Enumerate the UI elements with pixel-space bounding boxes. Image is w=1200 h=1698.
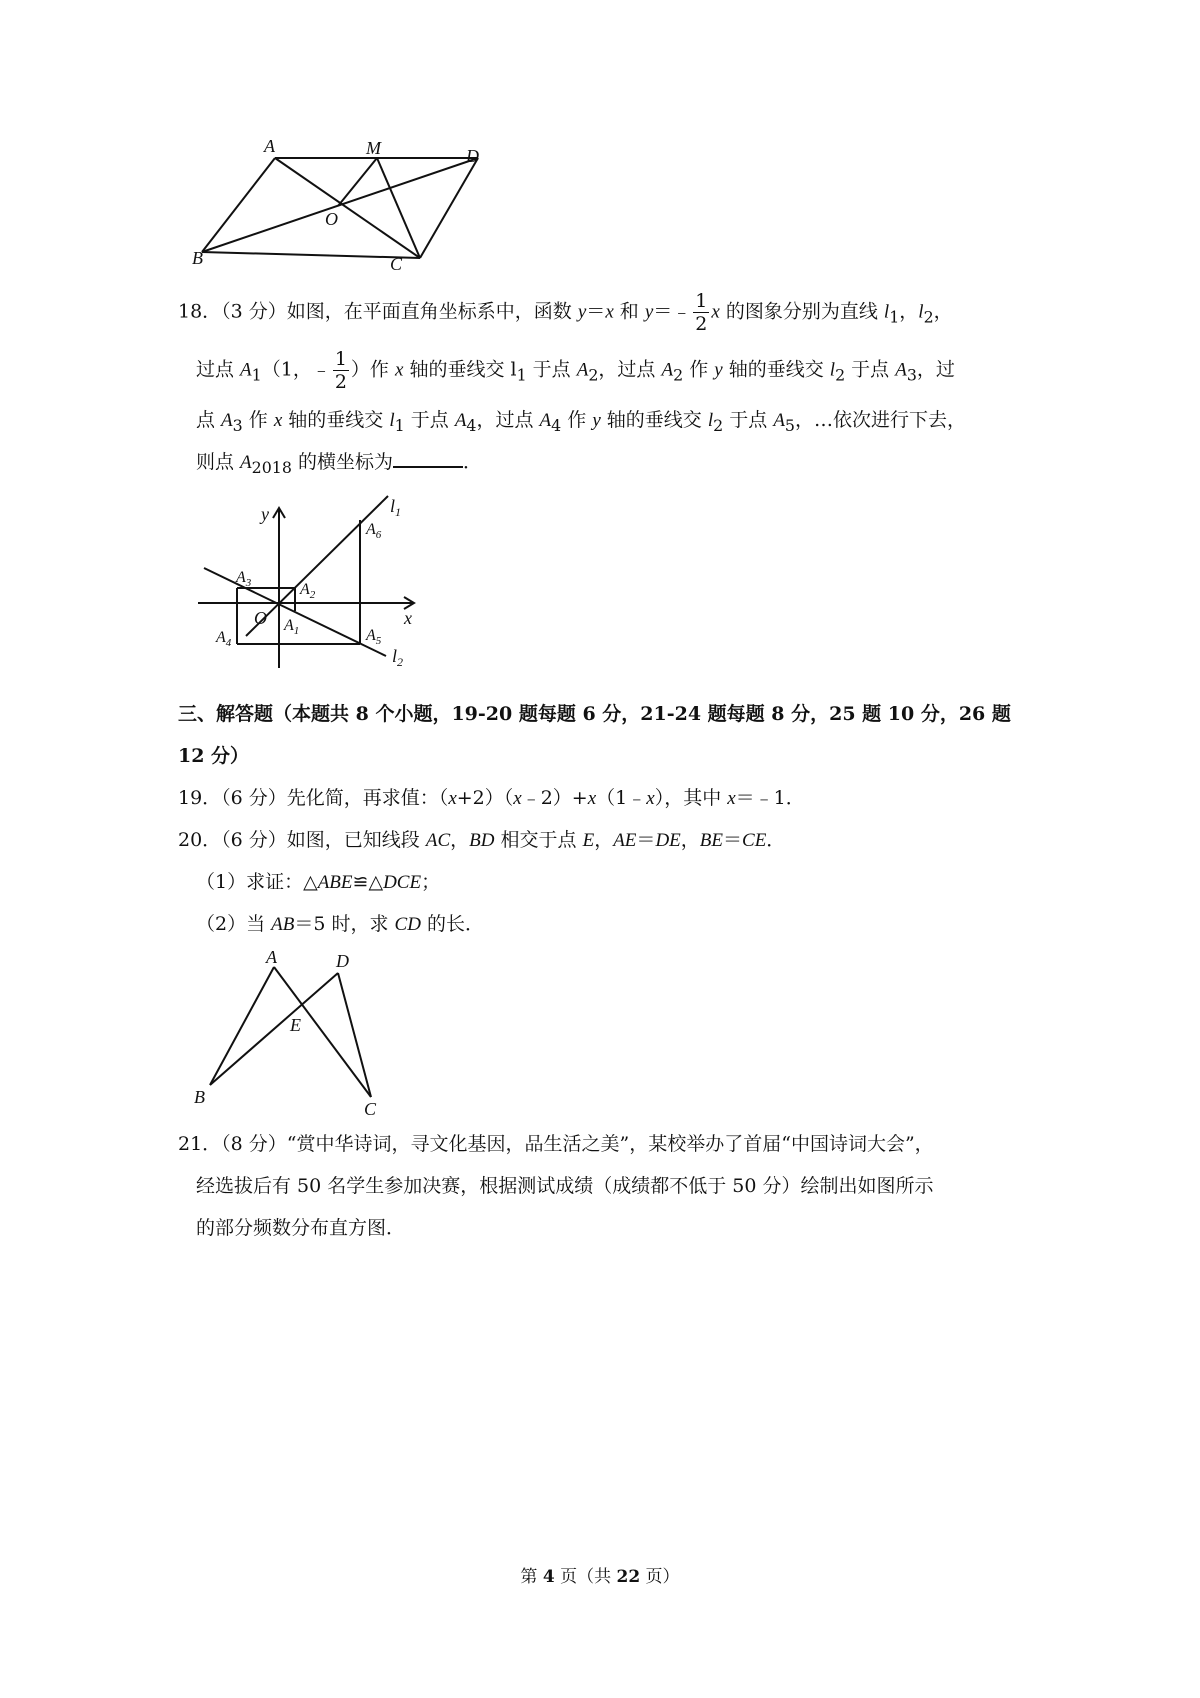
section3-heading-line2: 12 分）	[178, 745, 250, 767]
q19-text: ＝﹣1．	[735, 787, 805, 809]
subscript: 1	[251, 365, 262, 385]
fraction-denominator: 2	[334, 371, 347, 393]
var-x: x	[646, 788, 655, 809]
q20-text: 的长．	[420, 913, 484, 935]
coordinate-figure	[196, 490, 426, 675]
q20-part1	[196, 868, 440, 897]
var-A: A	[773, 410, 785, 431]
q18-text: 过点	[196, 358, 241, 381]
q20-text: ≌△	[352, 871, 384, 893]
q18-line1	[178, 290, 953, 335]
var-y: y	[644, 301, 654, 323]
subscript: 2	[673, 365, 684, 385]
q18-text: 的图象分别为直线	[719, 300, 884, 323]
subscript: 1	[889, 307, 900, 327]
footer-text: 页（共	[554, 1567, 617, 1587]
q18-text: 作	[561, 409, 593, 431]
label-D: D	[466, 146, 479, 166]
q18-text: ＝﹣	[653, 300, 692, 323]
var-A: A	[895, 359, 907, 381]
q19-text: （1﹣	[596, 787, 647, 809]
var-l: l	[918, 301, 924, 323]
label-D: D	[336, 951, 349, 971]
label-A5: $A_5$	[366, 627, 382, 647]
label-O: O	[325, 209, 338, 229]
q20-text: ＝5 时，求	[294, 913, 395, 935]
fraction-numerator: 1	[334, 348, 347, 370]
var-x: x	[727, 788, 736, 809]
subscript: 4	[466, 415, 477, 435]
var-l: l	[829, 359, 836, 381]
subscript: 2	[588, 365, 599, 385]
q18-text: 于点	[845, 358, 896, 381]
bowtie-figure	[188, 945, 398, 1125]
q19-text: ﹣2）+	[521, 787, 588, 809]
q18-text: ，过	[916, 358, 955, 381]
q18-text: 作	[242, 409, 274, 431]
label-B: B	[194, 1087, 205, 1107]
var-x: x	[711, 301, 720, 323]
subscript: 1	[394, 415, 405, 435]
var-A: A	[454, 410, 467, 431]
segment-BC	[202, 252, 420, 258]
q19-text: ），其中	[654, 787, 728, 809]
fraction-one-half	[693, 290, 709, 335]
q20-text: （1）求证：△	[196, 871, 318, 893]
var-x: x	[448, 788, 457, 809]
var-y: y	[592, 410, 601, 431]
label-C: C	[364, 1099, 377, 1119]
subscript: 5	[784, 415, 795, 435]
q18-line4	[196, 448, 482, 482]
q18-text: ）作	[350, 358, 395, 381]
q19-text: +2）（	[456, 787, 514, 809]
q18-text: ，过点	[598, 358, 662, 381]
q18-text: 轴的垂线交	[600, 409, 708, 431]
subscript: 1	[516, 365, 527, 385]
q18-text: 轴的垂线交 l	[403, 358, 517, 381]
var-AE: AE	[613, 830, 637, 851]
fraction-denominator: 2	[695, 313, 708, 335]
label-l2: $l_2$	[392, 646, 404, 669]
var-A: A	[240, 359, 252, 381]
label-A: A	[264, 140, 275, 156]
page-total: 22	[616, 1567, 641, 1587]
label-y: y	[261, 504, 269, 524]
q18-text: 轴的垂线交	[722, 358, 830, 381]
label-E: E	[290, 1015, 301, 1035]
var-x: x	[273, 410, 283, 431]
q18-text: 轴的垂线交	[282, 409, 390, 431]
subscript: 3	[906, 365, 917, 385]
segment-CD	[420, 158, 478, 258]
label-B: B	[192, 248, 203, 268]
var-BE: BE	[699, 830, 723, 851]
q18-text: 点	[196, 409, 222, 431]
q20-text: ．	[766, 829, 786, 851]
subscript: 2	[923, 307, 934, 327]
footer-text: 第	[520, 1567, 543, 1587]
var-l: l	[883, 301, 890, 323]
q20	[178, 826, 785, 855]
q18-text: 于点	[404, 409, 455, 431]
q18-line2	[196, 348, 955, 393]
label-A1: $A_1$	[284, 617, 300, 637]
q20-text: ＝	[636, 829, 656, 851]
label-x: x	[404, 608, 412, 628]
q20-text: ，	[594, 829, 614, 851]
var-A: A	[240, 452, 252, 473]
var-CE: CE	[742, 830, 767, 851]
var-A: A	[221, 410, 233, 431]
label-O: O	[254, 608, 267, 628]
var-y: y	[714, 359, 723, 381]
var-AB: AB	[271, 914, 295, 935]
var-y: y	[577, 301, 587, 323]
label-C: C	[390, 254, 403, 274]
label-l1: $l_1$	[390, 496, 402, 519]
var-l: l	[389, 410, 395, 431]
var-AC: AC	[425, 830, 451, 851]
segment-DC	[338, 973, 371, 1097]
var-x: x	[513, 788, 522, 809]
segment-BD	[210, 973, 338, 1085]
label-A2: $A_2$	[300, 581, 316, 601]
q20-part2	[196, 910, 484, 939]
q20-text: （2）当	[196, 913, 272, 935]
var-ABE: ABE	[317, 872, 353, 893]
q18-text: 于点	[526, 358, 577, 381]
q20-text: ，	[450, 829, 470, 851]
answer-blank	[393, 448, 463, 468]
section3-heading-line1: 三、解答题（本题共 8 个小题，19-20 题每题 6 分，21-24 题每题 8 分，25 题 10 分，26 题	[178, 703, 1011, 725]
var-A: A	[661, 359, 674, 381]
q20-text: ，	[680, 829, 700, 851]
q21-line1: 21．（8 分）“赏中华诗词，寻文化基因，品生活之美”，某校举办了首届“中国诗词大会”，	[178, 1133, 934, 1155]
subscript: 2018	[251, 457, 292, 477]
q18-text: ，过点	[476, 409, 540, 431]
label-A4: $A_4$	[216, 629, 232, 649]
subscript: 2	[835, 365, 846, 385]
q20-text: 20．（6 分）如图，已知线段	[178, 829, 426, 851]
q18-text: ．	[463, 451, 483, 473]
q18-text: 于点	[723, 409, 774, 431]
var-DE: DE	[655, 830, 681, 851]
q21-line3: 的部分频数分布直方图．	[196, 1217, 406, 1239]
subscript: 3	[232, 415, 243, 435]
label-M: M	[366, 140, 381, 158]
segment-AB	[202, 158, 275, 252]
var-l: l	[707, 410, 714, 431]
subscript: 4	[551, 415, 562, 435]
var-x: x	[394, 359, 404, 381]
q18-text: ＝	[586, 300, 606, 323]
q18-line3	[196, 406, 966, 440]
page-footer	[0, 1562, 1200, 1587]
q18-text: ，	[899, 300, 919, 323]
line-l2	[204, 568, 386, 656]
fraction-one-half	[333, 348, 349, 393]
label-A6: $A_6$	[366, 521, 382, 541]
var-x: x	[605, 301, 614, 323]
q18-text: 作	[683, 358, 715, 381]
var-DCE: DCE	[383, 872, 422, 893]
q18-text: ，	[933, 300, 953, 323]
q20-text: ＝	[723, 829, 743, 851]
var-BD: BD	[469, 830, 495, 851]
label-A: A	[266, 947, 277, 967]
q21-line2: 经选拔后有 50 名学生参加决赛，根据测试成绩（成绩都不低于 50 分）绘制出如图所示	[196, 1175, 934, 1197]
q18-text: 的横坐标为	[291, 451, 393, 473]
var-CD: CD	[394, 914, 421, 935]
var-A: A	[539, 410, 552, 431]
var-x: x	[587, 788, 597, 809]
fraction-numerator: 1	[695, 290, 708, 312]
var-E: E	[582, 830, 595, 851]
q19-text: 19．（6 分）先化简，再求值：（	[178, 787, 449, 809]
subscript: 2	[713, 415, 724, 435]
page-number: 4	[542, 1567, 555, 1587]
var-A: A	[576, 359, 589, 381]
footer-text: 页）	[640, 1567, 680, 1587]
q19	[178, 784, 805, 813]
q18-text: （1，﹣	[261, 358, 331, 381]
parallelogram-figure	[180, 140, 520, 300]
q20-text: 相交于点	[494, 829, 583, 851]
q18-text: ，…依次进行下去，	[795, 409, 967, 431]
q18-text: 则点	[196, 451, 241, 473]
label-A3: $A_3$	[236, 569, 252, 589]
q18-text: 和	[613, 300, 645, 323]
q18-text: 18．（3 分）如图，在平面直角坐标系中，函数	[178, 300, 578, 323]
segment-AB	[210, 967, 274, 1085]
q20-text: ；	[421, 871, 441, 893]
